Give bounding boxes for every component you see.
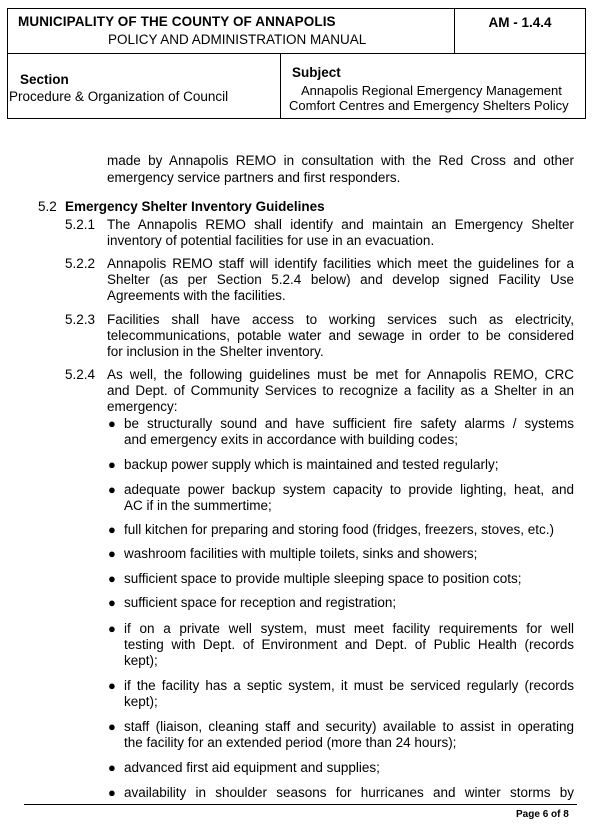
page-total: 8 (563, 809, 569, 820)
municipality-name: MUNICIPALITY OF THE COUNTY OF ANNAPOLIS (18, 14, 336, 29)
item-line: for inclusion in the Shelter inventory. (107, 344, 324, 359)
section-heading: Emergency Shelter Inventory Guidelines (65, 199, 325, 214)
code-cell (455, 9, 585, 54)
bullet-line: backup power supply which is maintained and tested regularly; (124, 457, 499, 472)
bullet-line: if the facility has a septic system, it must be serviced regularly (records (124, 678, 574, 693)
item-line: Agreements with the facilities. (107, 288, 286, 303)
bullet-icon: ● (108, 546, 116, 561)
bullet-icon: ● (108, 621, 116, 636)
document-header (7, 8, 586, 119)
item-line: Annapolis REMO staff will identify facilities which meet the guidelines for a (107, 256, 574, 271)
section-cell (8, 54, 281, 118)
bullet-icon: ● (108, 482, 116, 497)
item-number: 5.2.2 (65, 256, 96, 271)
item-line: The Annapolis REMO shall identify and maintain an Emergency Shelter (107, 217, 574, 232)
bullet-line: advanced first aid equipment and supplies; (124, 760, 380, 775)
bullet-icon: ● (108, 785, 116, 800)
bullet-line: testing with Dept. of Environment and Dept. of Public Health (records (124, 637, 574, 652)
bullet-line: staff (liaison, cleaning staff and security) available to assist in operating (124, 719, 574, 734)
footer-divider (24, 804, 577, 805)
manual-name: POLICY AND ADMINISTRATION MANUAL (108, 32, 367, 47)
title-cell (8, 9, 455, 54)
subject-line-2: Comfort Centres and Emergency Shelters Policy (289, 98, 569, 113)
item-line: telecommunications, potable water and sewage in order to be considered (107, 328, 574, 343)
bullet-line: if on a private well system, must meet facility requirements for well (124, 621, 574, 636)
bullet-icon: ● (108, 416, 116, 431)
bullet-line: sufficient space for reception and registration; (124, 595, 397, 610)
item-number: 5.2.1 (65, 217, 96, 232)
bullet-icon: ● (108, 719, 116, 734)
page-current: 6 (542, 809, 549, 820)
bullet-line: full kitchen for preparing and storing food (fridges, freezers, stoves, etc.) (124, 522, 554, 537)
item-line: inventory of potential facilities for use in an evacuation. (107, 233, 435, 248)
section-label: Section (20, 72, 69, 87)
policy-code: AM - 1.4.4 (488, 15, 552, 30)
section-value: Procedure & Organization of Council (9, 89, 229, 104)
item-line: As well, the following guidelines must be met for Annapolis REMO, CRC (107, 367, 574, 382)
bullet-line: sufficient space to provide multiple sleeping space to position cots; (124, 571, 522, 586)
intro-line: made by Annapolis REMO in consultation with the Red Cross and other (107, 153, 574, 168)
item-line: and Dept. of Community Services to recognize a facility as a Shelter in an (107, 383, 574, 398)
bullet-icon: ● (108, 760, 116, 775)
intro-line: emergency service partners and first responders. (107, 170, 401, 185)
section-number: 5.2 (38, 199, 57, 214)
bullet-icon: ● (108, 678, 116, 693)
bullet-icon: ● (108, 595, 116, 610)
item-line: emergency: (107, 399, 178, 414)
item-line: Shelter (as per Section 5.2.4 below) and develop signed Facility Use (107, 272, 574, 287)
bullet-icon: ● (108, 522, 116, 537)
bullet-line: kept); (124, 653, 158, 668)
bullet-icon: ● (108, 571, 116, 586)
item-number: 5.2.4 (65, 367, 96, 382)
subject-cell (281, 54, 585, 118)
subject-line-1: Annapolis Regional Emergency Management (301, 83, 562, 98)
bullet-line: availability in shoulder seasons for hurricanes and winter storms by (124, 785, 574, 800)
bullet-line: and emergency exits in accordance with building codes; (124, 432, 458, 447)
item-number: 5.2.3 (65, 312, 96, 327)
bullet-line: AC if in the summertime; (124, 498, 272, 513)
bullet-line: kept); (124, 694, 158, 709)
bullet-line: washroom facilities with multiple toilets, sinks and showers; (124, 546, 478, 561)
page-label: Page (516, 809, 540, 820)
page-number (516, 809, 569, 820)
bullet-line: the facility for an extended period (more than 24 hours); (124, 735, 457, 750)
bullet-line: adequate power backup system capacity to provide lighting, heat, and (124, 482, 574, 497)
subject-label: Subject (292, 65, 341, 80)
item-line: Facilities shall have access to working services such as electricity, (107, 312, 574, 327)
bullet-line: be structurally sound and have sufficient fire safety alarms / systems (124, 416, 574, 431)
page-of: of (551, 809, 561, 820)
bullet-icon: ● (108, 457, 116, 472)
